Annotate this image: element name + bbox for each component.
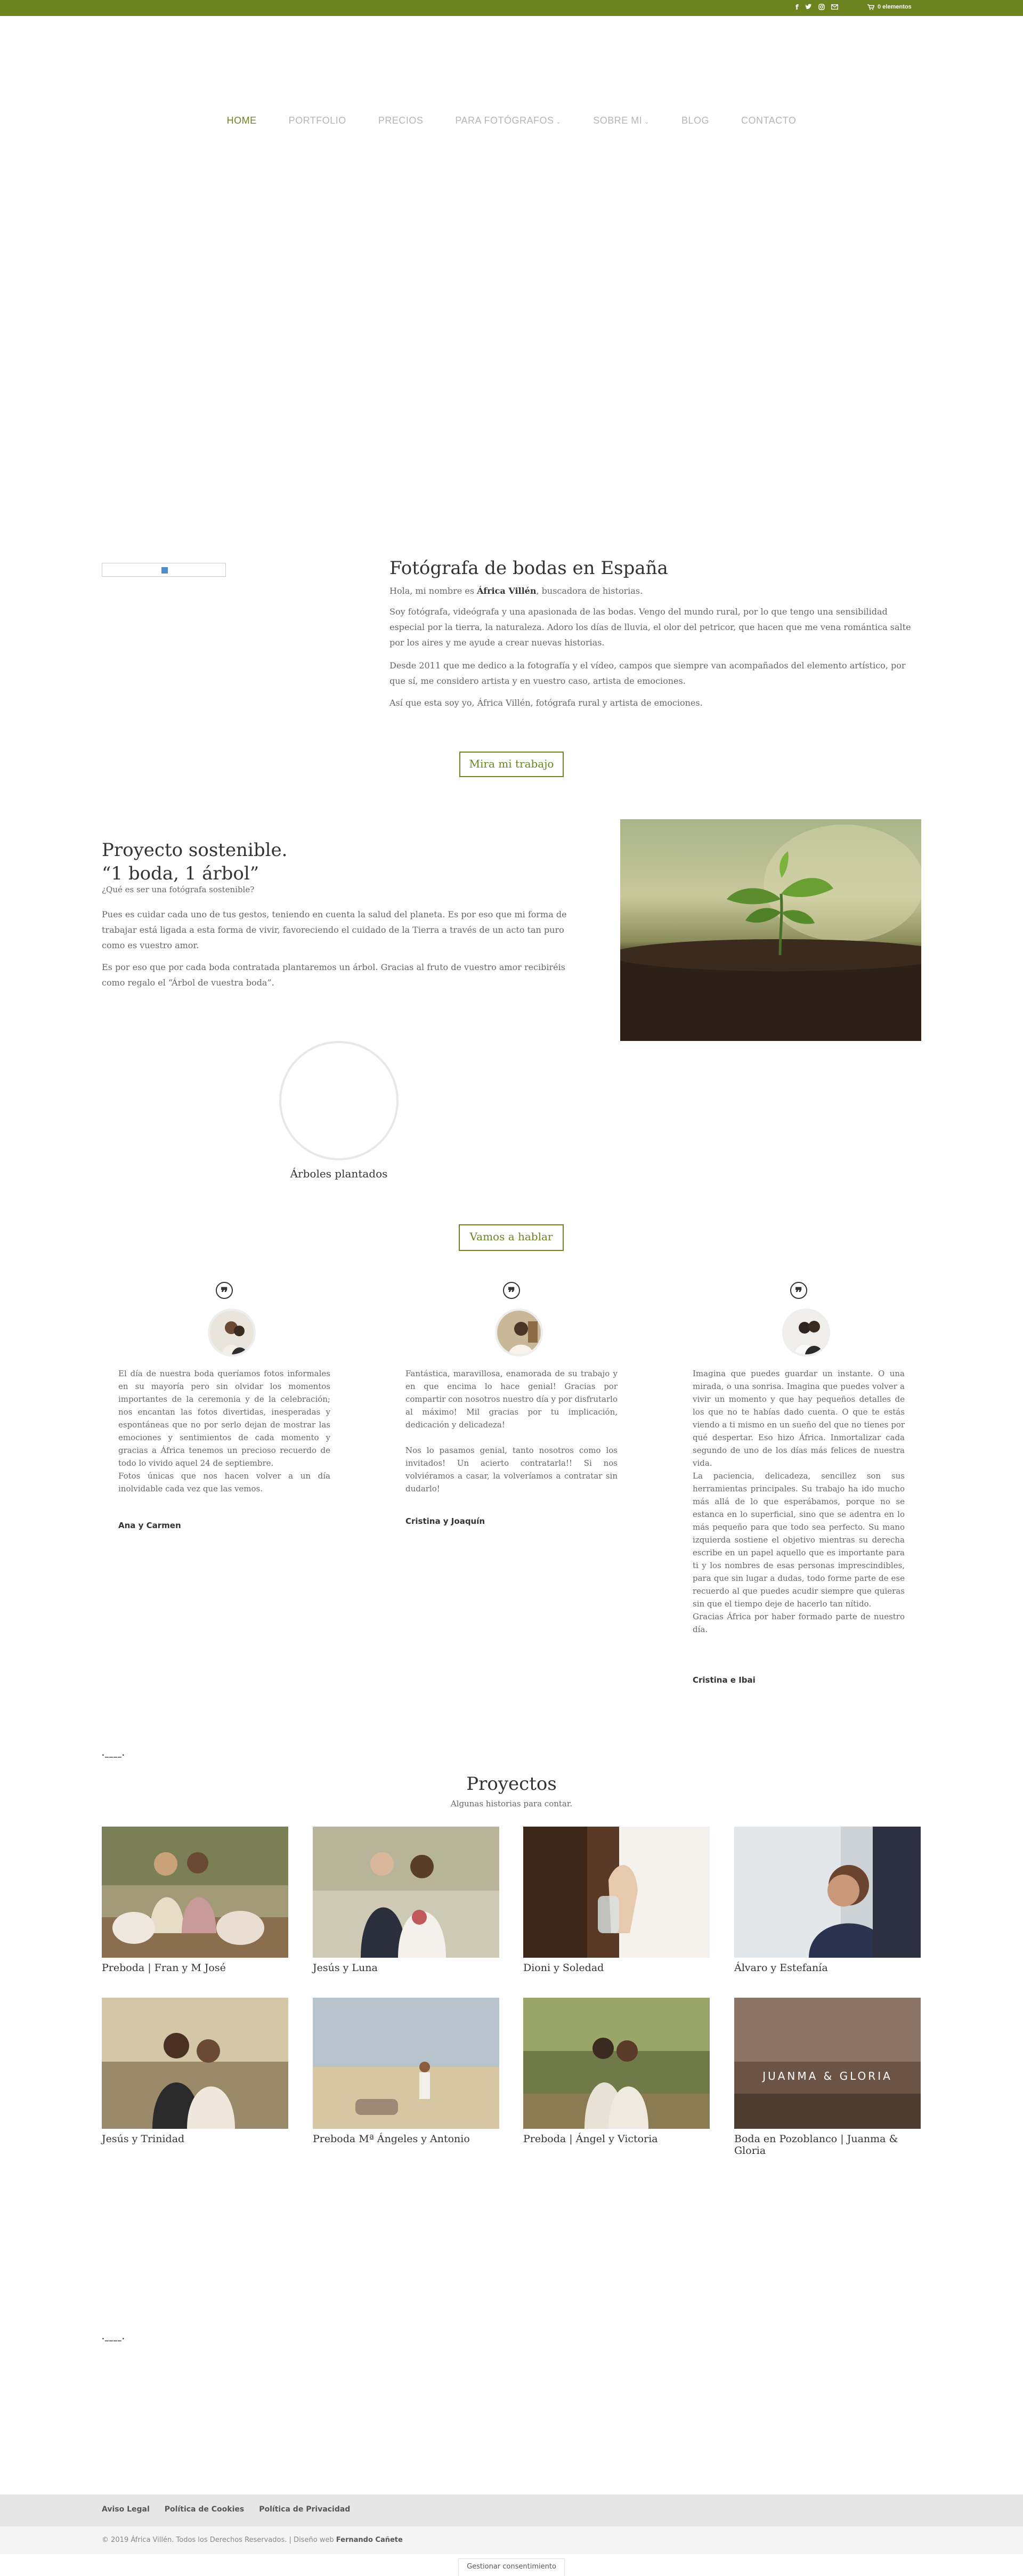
intro-paragraph: Desde 2011 que me dedico a la fotografía y el vídeo, campos que siempre van acompañados del elemento artístico, por que sí, me considero artista y en vuestro caso, artista de emociones.: [389, 660, 906, 686]
copyright-text: © 2019 África Villén. Todos los Derechos Reservados. | Diseño web: [102, 2536, 336, 2544]
project-caption: Dioni y Soledad: [523, 1962, 604, 1974]
cart-link[interactable]: [867, 4, 912, 10]
project-caption: Boda en Pozoblanco | Juanma & Gloria: [734, 2133, 898, 2157]
email-icon[interactable]: [831, 4, 838, 13]
nav-label: CONTACTO: [741, 115, 797, 126]
intro-title: Fotógrafa de bodas en España: [389, 558, 668, 579]
footer-link-privacidad[interactable]: Política de Privacidad: [259, 2505, 351, 2514]
nav-label: BLOG: [681, 115, 710, 126]
project-image: [102, 1998, 288, 2129]
project-card[interactable]: [734, 1827, 921, 1974]
intro-hello-name: África Villén: [477, 586, 537, 596]
project-image: [313, 1998, 499, 2129]
footer-link-aviso-legal[interactable]: Aviso Legal: [102, 2505, 150, 2514]
testimonial-text: El día de nuestra boda queríamos fotos informales en su mayoría pero sin olvidar los momentos importantes de la ceremonia y de la celebración; nos encantan las fotos divertidas, inesperadas y espontáneas que no por serlo dejan de mostrar las emociones y sentimientos de cada momento y gracias a África tenemos un precioso recuerdo de todo lo vivido aquel 24 de septiembre. Fotos únicas que nos hacen volver a un día inolvidable cada vez que las vemos.: [118, 1369, 330, 1493]
facebook-icon[interactable]: f: [795, 4, 799, 12]
trees-counter-label: Árboles plantados: [290, 1167, 388, 1180]
main-nav: [0, 115, 1023, 126]
projects-subtitle: Algunas historias para contar.: [450, 1799, 573, 1808]
project-image: [523, 1998, 710, 2129]
nav-item-portfolio[interactable]: [273, 115, 362, 126]
broken-image-icon: [161, 567, 168, 574]
project-card[interactable]: [102, 1998, 288, 2145]
project-card[interactable]: [523, 1827, 710, 1974]
project-card[interactable]: [313, 1998, 499, 2145]
nav-item-contacto[interactable]: [725, 115, 812, 126]
testimonial-text: Fantástica, maravillosa, enamorada de su trabajo y en que encima lo hace genial! Gracias por compartir con nosotros nuestro día y por disfrutarlo al máximo! Mil gracias por tu implicación, dedicación y delicadeza! Nos lo pasamos genial, tanto nosotros como los invitados! Un acierto contratarla!! Si nos volviéramos a casar, la volveríamos a contratar sin dudarlo!: [405, 1369, 618, 1493]
quote-icon: ❞: [503, 1282, 520, 1299]
copyright-author-link[interactable]: Fernando Cañete: [336, 2536, 403, 2544]
footer-copyright: [102, 2536, 403, 2544]
sustainable-title: [102, 838, 287, 885]
contact-button[interactable]: Vamos a hablar: [459, 1224, 564, 1251]
twitter-icon[interactable]: [805, 4, 812, 13]
image-placeholder: [102, 563, 226, 577]
nav-label: PORTFOLIO: [288, 115, 346, 126]
project-caption: Preboda | Ángel y Victoria: [523, 2133, 658, 2145]
project-caption: Jesús y Trinidad: [102, 2133, 185, 2145]
cart-icon: [867, 4, 874, 10]
intro-hello-suffix: , buscadora de historias.: [536, 586, 643, 596]
chevron-down-icon: ⌄: [556, 119, 562, 125]
project-caption: Jesús y Luna: [313, 1962, 378, 1974]
project-card[interactable]: [313, 1827, 499, 1974]
trees-counter-circle: [279, 1041, 399, 1160]
nav-item-home[interactable]: [211, 115, 273, 126]
footer-links: [102, 2505, 350, 2514]
cart-count: 0 elementos: [878, 4, 912, 10]
nav-label: HOME: [226, 115, 257, 126]
intro-hello-prefix: Hola, mi nombre es: [389, 586, 477, 596]
testimonial: [693, 1282, 905, 1698]
nav-label: PRECIOS: [378, 115, 424, 126]
project-image: [102, 1827, 288, 1958]
project-caption: Preboda | Fran y M José: [102, 1962, 226, 1974]
social-links: [795, 4, 838, 13]
nav-label: SOBRE MI: [593, 115, 643, 126]
sustainable-paragraph: Pues es cuidar cada uno de tus gestos, teniendo en cuenta la salud del planeta. Es por eso que mi forma de trabajar está ligada a esta forma de vivir, favoreciendo el cuidado de la Tierra a través de un acto tan puro como es vuestro amor.: [102, 909, 567, 950]
project-overlay-title: JUANMA & GLORIA: [762, 2070, 892, 2082]
project-card[interactable]: [523, 1998, 710, 2145]
testimonial-author: Cristina e Ibai: [693, 1675, 756, 1685]
sustainable-question: ¿Qué es ser una fotógrafa sostenible?: [102, 885, 255, 894]
nav-item-sobre-mi[interactable]: [577, 115, 665, 126]
avatar: [495, 1309, 543, 1356]
intro-paragraph: Así que esta soy yo, África Villén, fotógrafa rural y artista de emociones.: [389, 698, 703, 708]
separator: .____.: [102, 1749, 125, 1758]
project-card[interactable]: [734, 1998, 921, 2157]
testimonial: [118, 1282, 330, 1548]
nav-item-precios[interactable]: [362, 115, 440, 126]
quote-icon: ❞: [216, 1282, 233, 1299]
project-image: [523, 1827, 710, 1958]
view-work-button[interactable]: Mira mi trabajo: [459, 752, 564, 777]
sustainable-title-line: “1 boda, 1 árbol”: [102, 863, 259, 884]
sprout-photo: [620, 819, 921, 1041]
nav-item-para-fotografos[interactable]: [439, 115, 577, 126]
avatar: [782, 1309, 830, 1356]
separator: .____.: [102, 2333, 125, 2341]
chevron-down-icon: ⌄: [644, 119, 649, 125]
projects-title: Proyectos: [466, 1773, 557, 1795]
testimonial-author: Ana y Carmen: [118, 1521, 181, 1530]
instagram-icon[interactable]: [818, 4, 825, 13]
quote-icon: ❞: [790, 1282, 807, 1299]
testimonial-author: Cristina y Joaquín: [405, 1516, 485, 1526]
project-card[interactable]: [102, 1827, 288, 1974]
sustainable-title-line: Proyecto sostenible.: [102, 839, 288, 861]
footer-link-cookies[interactable]: Política de Cookies: [164, 2505, 245, 2514]
testimonial: [405, 1282, 618, 1548]
sustainable-paragraph: Es por eso que por cada boda contratada plantaremos un árbol. Gracias al fruto de vuestro amor recibiréis como regalo el “Árbol de vuestra boda”.: [102, 962, 565, 988]
project-caption: Preboda Mª Ángeles y Antonio: [313, 2133, 470, 2145]
project-image: [313, 1827, 499, 1958]
testimonial-text: Imagina que puedes guardar un instante. O una mirada, o una sonrisa. Imagina que puedes volver a vivir un momento y que hay pequeños detalles de los que no te habías dado cuenta. O que te estás viendo a ti mismo en un sueño del que no tienes por qué despertar. Eso hizo África. Inmortalizar cada segundo de uno de los días más felices de nuestra vida. La paciencia, delicadeza, sencillez son sus herramientas principales. Su trabajo ha ido mucho más allá de lo que esperábamos, porque no se estanca en lo superficial, sino que se adentra en lo más pequeño para que todo sea perfecto. Su mano izquierda sostiene el objetivo mientras su derecha escribe en un papel aquello que es importante para ti y los nombres de esas personas imprescindibles, para que sin lugar a dudas, todo forme parte de ese recuerdo al que puedes acudir siempre que quieras sin que el tiempo deje de hacerlo tan nítido. Gracias África por haber formado parte de nuestro día.: [693, 1369, 905, 1634]
top-bar: [0, 0, 1023, 16]
nav-item-blog[interactable]: [665, 115, 725, 126]
project-image: [734, 1827, 921, 1958]
intro-paragraph: Soy fotógrafa, videógrafa y una apasionada de las bodas. Vengo del mundo rural, por lo que tengo una sensibilidad especial por la tierra, la naturaleza. Adoro los días de lluvia, el olor del petricor, que hacen que me vena romántica salte por los aires y me ayude a crear nuevas historias.: [389, 607, 911, 648]
nav-label: PARA FOTÓGRAFOS: [455, 115, 554, 126]
avatar: [208, 1309, 256, 1356]
intro-hello: [389, 583, 920, 599]
manage-consent-button[interactable]: Gestionar consentimiento: [458, 2558, 565, 2576]
project-image: [734, 1998, 921, 2129]
project-caption: Álvaro y Estefanía: [734, 1962, 828, 1974]
